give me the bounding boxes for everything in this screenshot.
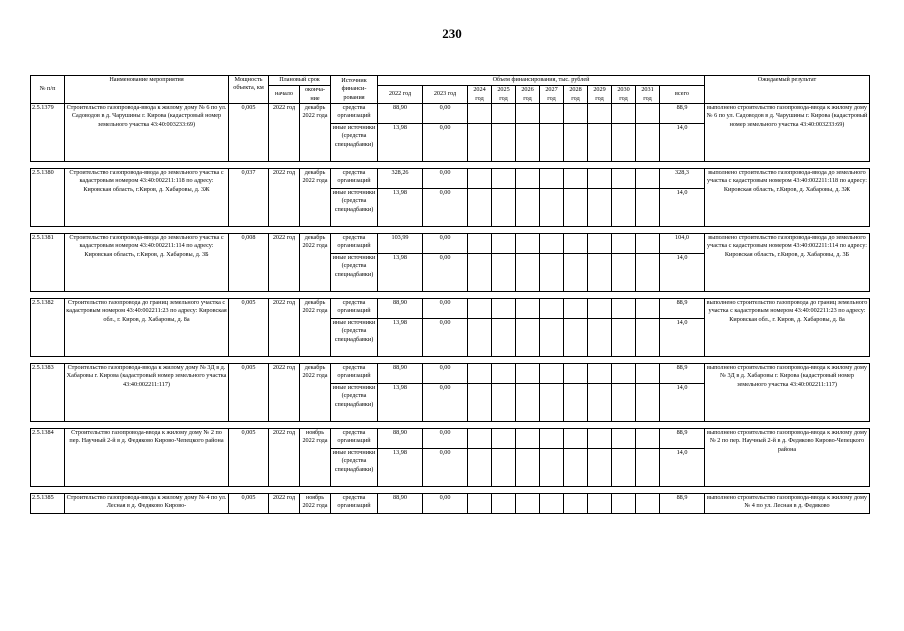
row-result: выполнено строительство газопровода-ввода к жилому дому № 3Д в д. Хабаровы г. Кирова (кадастровый номер земельного участка 43:40:002211:117) bbox=[705, 364, 870, 422]
year-cell bbox=[636, 254, 660, 292]
row-value-total: 88,9 bbox=[660, 104, 705, 124]
row-spacer bbox=[31, 422, 870, 429]
year-cell bbox=[612, 169, 636, 189]
year-cell bbox=[636, 429, 660, 449]
year-cell bbox=[612, 234, 636, 254]
row-value-total: 88,9 bbox=[660, 429, 705, 449]
row-value-2023: 0,00 bbox=[423, 234, 468, 254]
row-value-2023: 0,00 bbox=[423, 449, 468, 487]
year-cell bbox=[612, 364, 636, 384]
year-cell bbox=[492, 494, 516, 514]
year-cell bbox=[588, 169, 612, 189]
year-cell bbox=[516, 254, 540, 292]
year-cell bbox=[468, 429, 492, 449]
row-value-2022: 13,98 bbox=[378, 319, 423, 357]
financing-table bbox=[30, 75, 870, 514]
row-value-2022: 88,90 bbox=[378, 494, 423, 514]
header-source: Источник финанси-рования bbox=[331, 76, 378, 104]
year-cell bbox=[636, 124, 660, 162]
row-capacity: 0,005 bbox=[229, 429, 269, 487]
row-value-2022: 88,90 bbox=[378, 429, 423, 449]
row-result: выполнено строительство газопровода-ввода до земельного участка с кадастровым номером 43:40:002211:114 по адресу: Кировская область, г.Киров, д. Хабаровы, д. 3Б bbox=[705, 234, 870, 292]
row-value-total: 88,9 bbox=[660, 494, 705, 514]
year-cell bbox=[564, 494, 588, 514]
row-value-total: 88,9 bbox=[660, 364, 705, 384]
year-cell bbox=[468, 364, 492, 384]
year-cell bbox=[612, 429, 636, 449]
year-cell bbox=[588, 319, 612, 357]
row-value-2023: 0,00 bbox=[423, 319, 468, 357]
header-year: 2030 год bbox=[612, 86, 636, 104]
row-start: 2022 год bbox=[269, 494, 300, 514]
row-spacer bbox=[31, 227, 870, 234]
year-cell bbox=[588, 449, 612, 487]
year-cell bbox=[516, 319, 540, 357]
row-value-2023: 0,00 bbox=[423, 254, 468, 292]
table-row bbox=[31, 234, 870, 254]
header-year: 2024 год bbox=[468, 86, 492, 104]
row-value-2023: 0,00 bbox=[423, 189, 468, 227]
row-name: Строительство газопровода-ввода к жилому дому № 6 по ул. Садоводов в д. Чарушины г. Кирова (кадастровый номер земельного участка 43:40:003233:69) bbox=[65, 104, 229, 162]
year-cell bbox=[588, 494, 612, 514]
year-cell bbox=[564, 364, 588, 384]
row-value-total: 14,0 bbox=[660, 319, 705, 357]
table-row bbox=[31, 429, 870, 449]
row-source-org: средства организаций bbox=[331, 104, 378, 124]
row-source-other: иные источники (средства спецнадбавки) bbox=[331, 124, 378, 162]
year-cell bbox=[492, 234, 516, 254]
year-cell bbox=[588, 384, 612, 422]
year-cell bbox=[468, 234, 492, 254]
header-year: 2028 год bbox=[564, 86, 588, 104]
year-cell bbox=[516, 384, 540, 422]
row-result: выполнено строительство газопровода-ввода к жилому дому № 2 по пер. Научный 2-й в д. Федяково Кирово-Чепецкого района bbox=[705, 429, 870, 487]
row-end: ноябрь 2022 года bbox=[300, 429, 331, 487]
row-value-2022: 103,99 bbox=[378, 234, 423, 254]
year-cell bbox=[540, 189, 564, 227]
year-cell bbox=[588, 429, 612, 449]
year-cell bbox=[492, 254, 516, 292]
year-cell bbox=[564, 169, 588, 189]
year-cell bbox=[540, 124, 564, 162]
row-source-other: иные источники (средства спецнадбавки) bbox=[331, 319, 378, 357]
table-row bbox=[31, 104, 870, 124]
row-value-2022: 88,90 bbox=[378, 364, 423, 384]
row-value-2022: 13,98 bbox=[378, 124, 423, 162]
year-cell bbox=[612, 319, 636, 357]
row-name: Строительство газопровода-ввода к жилому дому № 2 по пер. Научный 2-й в д. Федяково Кирово-Чепецкого района bbox=[65, 429, 229, 487]
year-cell bbox=[588, 254, 612, 292]
year-cell bbox=[516, 189, 540, 227]
row-value-2023: 0,00 bbox=[423, 124, 468, 162]
row-name: Строительство газопровода-ввода к жилому дому № 3Д в д. Хабаровы г. Кирова (кадастровый номер земельного участка 43:40:002211:117) bbox=[65, 364, 229, 422]
row-start: 2022 год bbox=[269, 429, 300, 487]
year-cell bbox=[588, 104, 612, 124]
year-cell bbox=[612, 494, 636, 514]
row-spacer bbox=[31, 357, 870, 364]
year-cell bbox=[516, 364, 540, 384]
row-value-total: 14,0 bbox=[660, 254, 705, 292]
table-row bbox=[31, 494, 870, 514]
row-end: декабрь 2022 года bbox=[300, 299, 331, 357]
year-cell bbox=[468, 124, 492, 162]
year-cell bbox=[516, 494, 540, 514]
header-name: Наименование мероприятия bbox=[65, 76, 229, 104]
year-cell bbox=[492, 104, 516, 124]
header-result: Ожидаемый результат bbox=[705, 76, 870, 104]
year-cell bbox=[564, 429, 588, 449]
row-num: 2.5.1380 bbox=[31, 169, 65, 227]
row-spacer bbox=[31, 162, 870, 169]
year-cell bbox=[468, 104, 492, 124]
row-result: выполнено строительство газопровода-ввода до земельного участка с кадастровым номером 43:40:002211:118 по адресу: Кировская область, г.Киров, д. Хабаровы, д. 3Ж bbox=[705, 169, 870, 227]
row-source-other: иные источники (средства спецнадбавки) bbox=[331, 189, 378, 227]
year-cell bbox=[588, 124, 612, 162]
year-cell bbox=[564, 234, 588, 254]
row-source-org: средства организаций bbox=[331, 169, 378, 189]
row-value-2023: 0,00 bbox=[423, 169, 468, 189]
header-total: всего bbox=[660, 86, 705, 104]
header-term-end: оконча-ние bbox=[300, 86, 331, 104]
row-value-total: 104,0 bbox=[660, 234, 705, 254]
header-term: Плановый срок bbox=[269, 76, 331, 86]
year-cell bbox=[612, 104, 636, 124]
year-cell bbox=[516, 429, 540, 449]
row-num: 2.5.1385 bbox=[31, 494, 65, 514]
year-cell bbox=[636, 319, 660, 357]
year-cell bbox=[516, 299, 540, 319]
row-end: декабрь 2022 года bbox=[300, 169, 331, 227]
row-source-other: иные источники (средства спецнадбавки) bbox=[331, 449, 378, 487]
row-value-2022: 88,90 bbox=[378, 104, 423, 124]
row-value-2023: 0,00 bbox=[423, 364, 468, 384]
year-cell bbox=[540, 494, 564, 514]
year-cell bbox=[612, 384, 636, 422]
row-end: декабрь 2022 года bbox=[300, 234, 331, 292]
row-source-org: средства организаций bbox=[331, 299, 378, 319]
year-cell bbox=[540, 319, 564, 357]
year-cell bbox=[564, 449, 588, 487]
year-cell bbox=[636, 494, 660, 514]
year-cell bbox=[468, 299, 492, 319]
year-cell bbox=[636, 384, 660, 422]
table-row bbox=[31, 364, 870, 384]
year-cell bbox=[468, 189, 492, 227]
year-cell bbox=[540, 169, 564, 189]
year-cell bbox=[540, 384, 564, 422]
year-cell bbox=[636, 299, 660, 319]
row-value-total: 14,0 bbox=[660, 124, 705, 162]
year-cell bbox=[516, 124, 540, 162]
row-source-org: средства организаций bbox=[331, 494, 378, 514]
header-year: 2023 год bbox=[423, 86, 468, 104]
year-cell bbox=[540, 234, 564, 254]
year-cell bbox=[612, 124, 636, 162]
row-value-2022: 328,26 bbox=[378, 169, 423, 189]
row-source-org: средства организаций bbox=[331, 234, 378, 254]
year-cell bbox=[588, 299, 612, 319]
row-value-total: 88,9 bbox=[660, 299, 705, 319]
year-cell bbox=[468, 169, 492, 189]
row-name: Строительство газопровода до границ земельного участка с кадастровым номером 43:40:002211:23 по адресу: Кировская обл., г. Киров, д. Хабаровы, д. 8а bbox=[65, 299, 229, 357]
row-result: выполнено строительство газопровода до границ земельного участка с кадастровым номером 43:40:002211:23 по адресу: Кировская обл., г. Киров, д. Хабаровы, д. 8а bbox=[705, 299, 870, 357]
row-num: 2.5.1382 bbox=[31, 299, 65, 357]
header-year: 2027 год bbox=[540, 86, 564, 104]
row-value-2023: 0,00 bbox=[423, 104, 468, 124]
row-start: 2022 год bbox=[269, 169, 300, 227]
header-year: 2026 год bbox=[516, 86, 540, 104]
year-cell bbox=[492, 384, 516, 422]
year-cell bbox=[636, 449, 660, 487]
year-cell bbox=[564, 124, 588, 162]
year-cell bbox=[540, 449, 564, 487]
year-cell bbox=[540, 429, 564, 449]
row-value-2022: 13,98 bbox=[378, 449, 423, 487]
row-value-total: 14,0 bbox=[660, 189, 705, 227]
row-source-other: иные источники (средства спецнадбавки) bbox=[331, 254, 378, 292]
row-capacity: 0,005 bbox=[229, 104, 269, 162]
year-cell bbox=[492, 429, 516, 449]
row-capacity: 0,008 bbox=[229, 234, 269, 292]
row-value-2023: 0,00 bbox=[423, 299, 468, 319]
year-cell bbox=[516, 169, 540, 189]
year-cell bbox=[516, 104, 540, 124]
year-cell bbox=[636, 104, 660, 124]
header-year: 2031 год bbox=[636, 86, 660, 104]
year-cell bbox=[564, 104, 588, 124]
header-year: 2022 год bbox=[378, 86, 423, 104]
row-capacity: 0,037 bbox=[229, 169, 269, 227]
header-capacity: Мощность объекта, км bbox=[229, 76, 269, 104]
row-value-2022: 13,98 bbox=[378, 189, 423, 227]
row-name: Строительство газопровода-ввода к жилому дому № 4 по ул. Лесная в д. Федяково Кирово- bbox=[65, 494, 229, 514]
year-cell bbox=[540, 104, 564, 124]
year-cell bbox=[540, 299, 564, 319]
header-year: 2025 год bbox=[492, 86, 516, 104]
year-cell bbox=[612, 449, 636, 487]
row-end: ноябрь 2022 года bbox=[300, 494, 331, 514]
row-end: декабрь 2022 года bbox=[300, 364, 331, 422]
row-spacer bbox=[31, 292, 870, 299]
year-cell bbox=[492, 299, 516, 319]
row-start: 2022 год bbox=[269, 299, 300, 357]
year-cell bbox=[564, 299, 588, 319]
row-value-2023: 0,00 bbox=[423, 429, 468, 449]
year-cell bbox=[492, 364, 516, 384]
row-value-2023: 0,00 bbox=[423, 494, 468, 514]
row-source-org: средства организаций bbox=[331, 429, 378, 449]
year-cell bbox=[468, 494, 492, 514]
row-capacity: 0,005 bbox=[229, 494, 269, 514]
year-cell bbox=[636, 169, 660, 189]
year-cell bbox=[564, 384, 588, 422]
year-cell bbox=[492, 169, 516, 189]
year-cell bbox=[468, 319, 492, 357]
year-cell bbox=[516, 234, 540, 254]
year-cell bbox=[588, 234, 612, 254]
page-number: 230 bbox=[442, 26, 462, 41]
row-value-total: 328,3 bbox=[660, 169, 705, 189]
year-cell bbox=[492, 449, 516, 487]
row-result: выполнено строительство газопровода-ввода к жилому дому № 6 по ул. Садоводов в д. Чарушины г. Кирова (кадастровый номер земельного участка 43:40:003233:69) bbox=[705, 104, 870, 162]
year-cell bbox=[588, 189, 612, 227]
row-value-2022: 88,90 bbox=[378, 299, 423, 319]
row-source-org: средства организаций bbox=[331, 364, 378, 384]
row-capacity: 0,005 bbox=[229, 364, 269, 422]
year-cell bbox=[540, 254, 564, 292]
header-year: 2029 год bbox=[588, 86, 612, 104]
year-cell bbox=[612, 299, 636, 319]
year-cell bbox=[636, 364, 660, 384]
year-cell bbox=[564, 319, 588, 357]
year-cell bbox=[516, 449, 540, 487]
row-num: 2.5.1381 bbox=[31, 234, 65, 292]
row-start: 2022 год bbox=[269, 104, 300, 162]
row-value-total: 14,0 bbox=[660, 384, 705, 422]
row-num: 2.5.1384 bbox=[31, 429, 65, 487]
header-num: № п/п bbox=[31, 76, 65, 104]
row-name: Строительство газопровода-ввода до земельного участка с кадастровым номером 43:40:002211:118 по адресу: Кировская область, г.Киров, д. Хабаровы, д. 3Ж bbox=[65, 169, 229, 227]
row-start: 2022 год bbox=[269, 364, 300, 422]
row-value-2023: 0,00 bbox=[423, 384, 468, 422]
year-cell bbox=[564, 189, 588, 227]
year-cell bbox=[636, 234, 660, 254]
year-cell bbox=[564, 254, 588, 292]
table-row bbox=[31, 169, 870, 189]
year-cell bbox=[612, 189, 636, 227]
year-cell bbox=[468, 384, 492, 422]
year-cell bbox=[540, 364, 564, 384]
row-result: выполнено строительство газопровода-ввода к жилому дому № 4 по ул. Лесная в д. Федяково bbox=[705, 494, 870, 514]
row-value-2022: 13,98 bbox=[378, 384, 423, 422]
row-end: декабрь 2022 года bbox=[300, 104, 331, 162]
row-capacity: 0,005 bbox=[229, 299, 269, 357]
row-num: 2.5.1379 bbox=[31, 104, 65, 162]
year-cell bbox=[492, 124, 516, 162]
row-value-2022: 13,98 bbox=[378, 254, 423, 292]
year-cell bbox=[468, 449, 492, 487]
row-start: 2022 год bbox=[269, 234, 300, 292]
year-cell bbox=[612, 254, 636, 292]
row-value-total: 14,0 bbox=[660, 449, 705, 487]
header-financing: Объем финансирования, тыс. рублей bbox=[378, 76, 705, 86]
year-cell bbox=[588, 364, 612, 384]
table-row bbox=[31, 299, 870, 319]
row-spacer bbox=[31, 487, 870, 494]
year-cell bbox=[636, 189, 660, 227]
header-term-start: начало bbox=[269, 86, 300, 104]
row-num: 2.5.1383 bbox=[31, 364, 65, 422]
year-cell bbox=[492, 319, 516, 357]
row-source-other: иные источники (средства спецнадбавки) bbox=[331, 384, 378, 422]
year-cell bbox=[468, 254, 492, 292]
row-name: Строительство газопровода-ввода до земельного участка с кадастровым номером 43:40:002211:114 по адресу: Кировская область, г.Киров, д. Хабаровы, д. 3Б bbox=[65, 234, 229, 292]
year-cell bbox=[492, 189, 516, 227]
